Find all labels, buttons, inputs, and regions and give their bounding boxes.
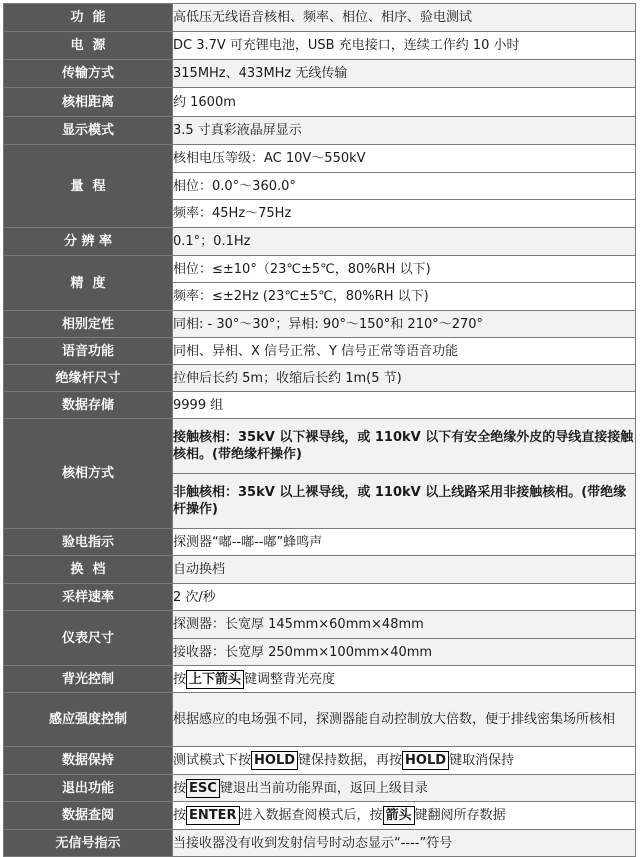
row-resolution bbox=[4, 228, 636, 256]
label-phase-judgment: 相别定性 bbox=[4, 311, 173, 338]
label-accuracy: 精 度 bbox=[4, 256, 173, 311]
value-display: 3.5 寸真彩液晶屏显示 bbox=[173, 117, 636, 145]
label-range-switch: 换 档 bbox=[4, 556, 173, 584]
row-hold bbox=[4, 747, 636, 775]
value-no-signal: 当接收器没有收到发射信号时动态显示“----”符号 bbox=[173, 830, 636, 857]
value-phase-method-noncontact: 非触核相：35kV 以上裸导线，或 110kV 以上线路采用非接触核相。(带绝缘杆操作) bbox=[173, 474, 636, 529]
value-hold bbox=[173, 747, 636, 775]
row-sampling bbox=[4, 584, 636, 611]
label-function: 功 能 bbox=[4, 4, 173, 32]
value-power: DC 3.7V 可充锂电池，USB 充电接口，连续工作约 10 小时 bbox=[173, 32, 636, 60]
label-range: 量 程 bbox=[4, 145, 173, 228]
row-rod-size bbox=[4, 365, 636, 392]
label-hold: 数据保持 bbox=[4, 747, 173, 775]
value-range-phase: 相位：0.0°～360.0° bbox=[173, 173, 636, 200]
row-no-signal bbox=[4, 830, 636, 857]
value-query bbox=[173, 802, 636, 830]
value-phase-judgment: 同相: - 30°～30°；异相: 90°～150°和 210°～270° bbox=[173, 311, 636, 338]
row-power bbox=[4, 32, 636, 60]
label-power: 电 源 bbox=[4, 32, 173, 60]
label-backlight: 背光控制 bbox=[4, 666, 173, 693]
exit-text-pre: 按 bbox=[173, 780, 187, 796]
row-phase-method-1 bbox=[4, 419, 636, 474]
key-arrows: 上下箭头 bbox=[186, 670, 244, 689]
value-voice: 同相、异相、X 信号正常、Y 信号正常等语音功能 bbox=[173, 338, 636, 365]
backlight-text-pre: 按 bbox=[173, 671, 187, 687]
label-indication: 验电指示 bbox=[4, 529, 173, 556]
row-distance bbox=[4, 88, 636, 117]
label-resolution: 分 辨 率 bbox=[4, 228, 173, 256]
row-sensitivity bbox=[4, 693, 636, 747]
row-exit bbox=[4, 775, 636, 802]
value-size-detector: 探测器：长宽厚 145mm×60mm×48mm bbox=[173, 611, 636, 639]
hold-text-pre: 测试模式下按 bbox=[173, 753, 252, 768]
row-display bbox=[4, 117, 636, 145]
value-distance: 约 1600m bbox=[173, 88, 636, 117]
hold-text-mid: 键保持数据，再按 bbox=[298, 753, 403, 768]
key-enter: ENTER bbox=[186, 806, 240, 825]
row-voice bbox=[4, 338, 636, 365]
value-range-frequency: 频率：45Hz～75Hz bbox=[173, 200, 636, 228]
key-esc: ESC bbox=[186, 779, 220, 798]
row-phase-judgment bbox=[4, 311, 636, 338]
label-display: 显示模式 bbox=[4, 117, 173, 145]
query-text-post: 键翻阅所存数据 bbox=[414, 808, 506, 823]
value-range-switch: 自动换档 bbox=[173, 556, 636, 584]
row-range-1 bbox=[4, 145, 636, 173]
value-transmission: 315MHz、433MHz 无线传输 bbox=[173, 60, 636, 88]
value-exit bbox=[173, 775, 636, 802]
value-accuracy-phase: 相位：≤±10°（23℃±5℃，80%RH 以下) bbox=[173, 256, 636, 283]
label-distance: 核相距离 bbox=[4, 88, 173, 117]
label-sampling: 采样速率 bbox=[4, 584, 173, 611]
key-hold-2: HOLD bbox=[402, 751, 449, 770]
row-query bbox=[4, 802, 636, 830]
query-text-pre: 按 bbox=[173, 808, 187, 823]
row-size-1 bbox=[4, 611, 636, 639]
value-sensitivity: 根据感应的电场强不同，探测器能自动控制放大倍数，便于排线密集场所核相 bbox=[173, 693, 636, 747]
hold-text-post: 键取消保持 bbox=[449, 753, 515, 768]
value-accuracy-frequency: 频率：≤±2Hz (23℃±5℃，80%RH 以下) bbox=[173, 283, 636, 311]
label-phase-method: 核相方式 bbox=[4, 419, 173, 529]
label-storage: 数据存储 bbox=[4, 392, 173, 419]
backlight-text-post: 键调整背光亮度 bbox=[244, 671, 336, 687]
key-hold-1: HOLD bbox=[251, 751, 298, 770]
label-size: 仪表尺寸 bbox=[4, 611, 173, 666]
exit-text-post: 键退出当前功能界面，返回上级目录 bbox=[219, 780, 428, 796]
value-range-voltage: 核相电压等级：AC 10V～550kV bbox=[173, 145, 636, 173]
label-no-signal: 无信号指示 bbox=[4, 830, 173, 857]
value-backlight bbox=[173, 666, 636, 693]
row-range-switch bbox=[4, 556, 636, 584]
query-text-mid: 进入数据查阅模式后，按 bbox=[239, 808, 383, 823]
value-phase-method-contact: 接触核相：35kV 以下裸导线，或 110kV 以下有安全绝缘外皮的导线直接接触核相。(带绝缘杆操作) bbox=[173, 419, 636, 474]
label-exit: 退出功能 bbox=[4, 775, 173, 802]
spec-table bbox=[3, 3, 636, 857]
value-storage: 9999 组 bbox=[173, 392, 636, 419]
value-sampling: 2 次/秒 bbox=[173, 584, 636, 611]
value-resolution: 0.1°；0.1Hz bbox=[173, 228, 636, 256]
row-function bbox=[4, 4, 636, 32]
label-query: 数据查阅 bbox=[4, 802, 173, 830]
row-indication bbox=[4, 529, 636, 556]
value-size-receiver: 接收器：长宽厚 250mm×100mm×40mm bbox=[173, 639, 636, 666]
label-sensitivity: 感应强度控制 bbox=[4, 693, 173, 747]
row-accuracy-1 bbox=[4, 256, 636, 283]
value-function: 高低压无线语音核相、频率、相位、相序、验电测试 bbox=[173, 4, 636, 32]
row-backlight bbox=[4, 666, 636, 693]
row-storage bbox=[4, 392, 636, 419]
value-indication: 探测器“嘟--嘟--嘟”蜂鸣声 bbox=[173, 529, 636, 556]
key-arrow: 箭头 bbox=[383, 806, 415, 825]
label-voice: 语音功能 bbox=[4, 338, 173, 365]
label-rod-size: 绝缘杆尺寸 bbox=[4, 365, 173, 392]
row-transmission bbox=[4, 60, 636, 88]
label-transmission: 传输方式 bbox=[4, 60, 173, 88]
value-rod-size: 拉伸后长约 5m；收缩后长约 1m(5 节) bbox=[173, 365, 636, 392]
